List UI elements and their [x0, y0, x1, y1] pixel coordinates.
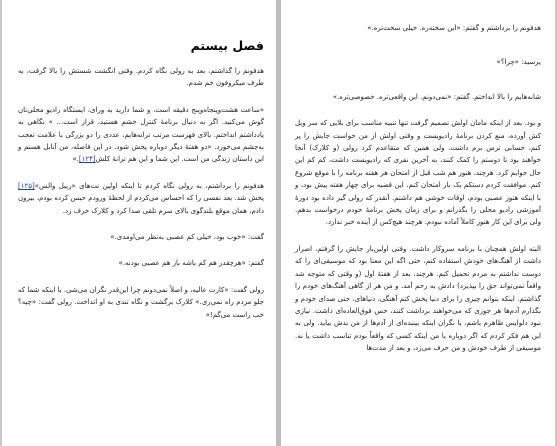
paragraph: گفت: «خوب بود، خیلی کم عصبی به‌نظر می‌اومدی.» — [110, 233, 264, 242]
paragraph: البته اولش همچنان با برنامه سروکار داشت. وقتی اولین‌بار جایش را گرفتم، اصرار داشت از آهنگ‌های خودش استفاده کنم، حتی اگه این معنا بود که موسیقی‌ای را که دوست نداشتم به مردم تحمیل کنم. هرچند، بعد از هفتهٔ اول (و وقتی که متوجه شد واقعاً نمی‌تواند حق را بپذیرد) دادش به رحم آمد، و من هر از گاهی آهنگ‌های خودم را گذاشتم. اینکه بتوانم چیزی را برای دنیا پخش کنم آهنگی، دنیاهای، حتی صدای خودم و بگذارم آدم‌ها هر جوری که می‌خواهند برداشت کنند، حس فوق‌العاده‌ای داشت. نیازی نبود دلواپس ظاهرم باشم، یا نگران اینکه بیننده‌ای از آدم‌ها از من بدش بیاید. ولی به این هم فکر کردم که اگر دوباره یا من اینکه کسی که واقعاً بودم تناسب داشت یا نه. موسیقی از طرف خودش و من حرف می‌زد، و بعد از مدت‌ها — [295, 244, 541, 353]
paragraph — [18, 180, 264, 217]
paragraph-text: هدفونم را برداشتم، به رولی نگاه کردم تا اینکه اولین نت‌های «ریبل والس» — [34, 181, 264, 190]
paragraph: رولی گفت: «کارت عالیه، و اصلاً نمی‌دونم چرا این‌قدر نگران می‌شی. با اینکه شما که جلو مردم راه نمی‌ری.» کلارک برگشت و نگاه تندی به او انداخت. رولی گفت: «چیه؟ خب راست می‌گم!» — [18, 285, 264, 319]
chapter-title: فصل بیستم — [190, 38, 264, 53]
paragraph-text: «ساعت هشت‌وپنجاه‌وپنج دقیقه است، و شما دارید به ورای، ایستگاه رادیو محلی‌تان گوش می‌کنید. اگر به دنبال برنامهٔ کنترل خشم هستید، قرار است... » نگاهی به یادداشتم انداختم. بالای فهرست مرتب ترانه‌هایم، عددی را دو بزرگی با علامت تعجب به‌چشم می‌خورد. «دو هفتهٔ دیگر دوباره پخش شود. در این فاصله، من آنابل هستم و این داستان زندگی من است. این شما و این هم ترانهٔ کلش — [18, 105, 264, 164]
paragraph: و بود. بعد از اینکه مامان اولش تصمیم گرفت تنها تنبیه مناسب برای بلایی که سر ویل کش آورده، منع کردن برنامهٔ رادیویست و وقتی اولش از من خواست جایش را پر کنم، حسابی ترس برم داشت. ولی همین که متقاعدم کرد رولی (و کلارک) آنجا خواهند بود تا دوستم را کمک کنند، به آخرین نفری که رادیویست داشت، کم کم این حال جوابم کرد. هرچند، هنوز هم شب قبل از امتحان هر هفته برنامه را با موقع شروع کنم. موافقت کردم دستکم یک بار امتحان کنم. این قضیه برای چهار هفته پیش بود، و با اینکه هنوز عصبی بودم، اوقات خوشی هم داشتم. آنقدر که رولی گیر داده بود دورهٔ آموزشی رادیو محلی را بگذرانم و برای زمان پخش برنامهٔ خودم درخواست بدهم. ولی برای این کار هنوز کاملاً آماده نبودم. هرچند هیچ‌کس از آینده خبر ندارد. — [295, 119, 541, 227]
paragraph: هدفونم را گذاشتم، بعد به رولی نگاه کردم. وقتی انگشت شستش را بالا گرفت، به طرف میکروفون خم شدم. — [18, 67, 264, 88]
paragraph — [18, 104, 264, 166]
paragraph-text: پخش شد. بعد نفسی را که احساس می‌کردم از لحظهٔ ورودم حبس کرده بودم، بیرون دادم، همان موقع بلندگوی بالای سرم تلقی صدا کرد و کلارک حرف زد. — [18, 194, 264, 215]
paragraph: شانه‌هایم را بالا انداختم. گفتم: «نمی‌دونم. این واقعی‌تره. خصوصی‌تره.» — [332, 92, 541, 101]
right-page — [281, 0, 555, 446]
paragraph: هدفونم را برداشتم و گفتم: «این سخته‌ره. خیلی سخت‌تره.» — [367, 24, 541, 32]
left-page — [2, 0, 276, 446]
paragraph: گفتم: «هرچقدر هم کم باشه باز هم عصبی بودنه.» — [118, 259, 264, 268]
paragraph-text: .» — [72, 155, 79, 164]
footnote-link[interactable]: [۱۲۴] — [78, 155, 96, 164]
paragraph: پرسید: «چرا؟» — [496, 58, 541, 67]
footnote-link[interactable]: [۱۲۵] — [18, 181, 35, 190]
